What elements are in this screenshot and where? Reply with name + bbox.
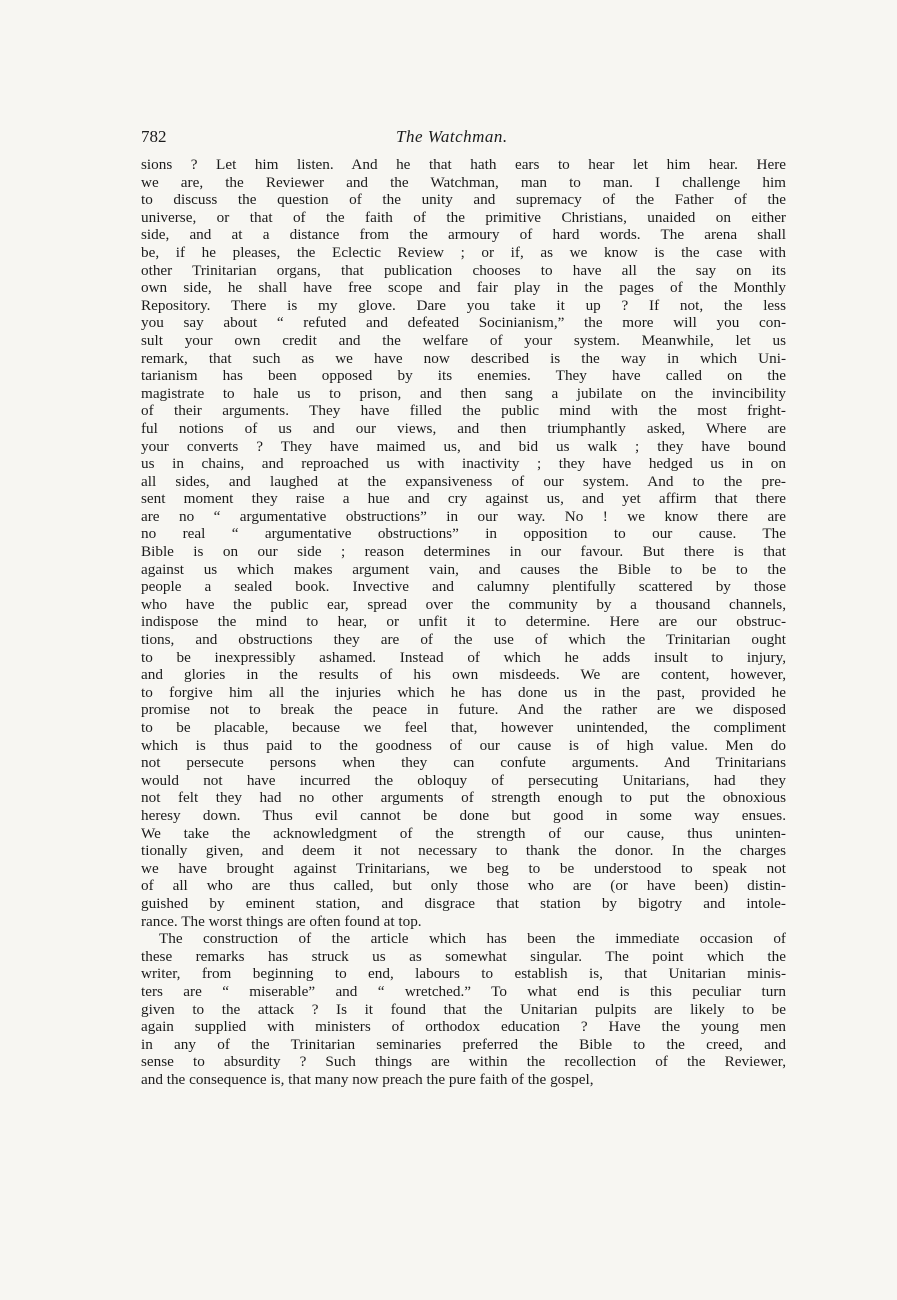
- text-line: of their arguments. They have filled the public mind with the most fright-: [141, 402, 786, 420]
- text-line: us in chains, and reproached us with inactivity ; they have hedged us in on: [141, 455, 786, 473]
- text-line: Repository. There is my glove. Dare you take it up ? If not, the less: [141, 296, 786, 314]
- running-head: The Watchman.: [396, 127, 508, 146]
- text-line: heresy down. Thus evil cannot be done but good in some way ensues.: [141, 806, 786, 824]
- text-line: given to the attack ? Is it found that the Unitarian pulpits are likely to be: [141, 1000, 786, 1018]
- text-line: of all who are thus called, but only those who are (or have been) distin-: [141, 877, 786, 895]
- text-line: we have brought against Trinitarians, we beg to be understood to speak not: [141, 859, 786, 877]
- text-line: sense to absurdity ? Such things are within the recollection of the Reviewer,: [141, 1053, 786, 1071]
- text-line: sent moment they raise a hue and cry against us, and yet affirm that there: [141, 490, 786, 508]
- text-line: to discuss the question of the unity and supremacy of the Father of the: [141, 191, 786, 209]
- text-line: would not have incurred the obloquy of persecuting Unitarians, had they: [141, 771, 786, 789]
- text-line: ful notions of us and our views, and then triumphantly asked, Where are: [141, 419, 786, 437]
- text-line: promise not to break the peace in future. And the rather are we disposed: [141, 701, 786, 719]
- text-line: and glories in the results of his own misdeeds. We are content, however,: [141, 666, 786, 684]
- text-line: to be inexpressibly ashamed. Instead of which he adds insult to injury,: [141, 648, 786, 666]
- text-line: these remarks has struck us as somewhat singular. The point which the: [141, 947, 786, 965]
- text-line: you say about “ refuted and defeated Socinianism,” the more will you con-: [141, 314, 786, 332]
- text-line: tions, and obstructions they are of the use of which the Trinitarian ought: [141, 631, 786, 649]
- text-line: tarianism has been opposed by its enemies. They have called on the: [141, 367, 786, 385]
- text-line: against us which makes argument vain, and causes the Bible to be to the: [141, 560, 786, 578]
- text-line: tionally given, and deem it not necessary to thank the donor. In the charges: [141, 842, 786, 860]
- text-line: sult your own credit and the welfare of your system. Meanwhile, let us: [141, 331, 786, 349]
- text-line: ters are “ miserable” and “ wretched.” To what end is this peculiar turn: [141, 982, 786, 1000]
- text-line: in any of the Trinitarian seminaries preferred the Bible to the creed, and: [141, 1035, 786, 1053]
- text-line: we are, the Reviewer and the Watchman, man to man. I challenge him: [141, 173, 786, 191]
- text-line: universe, or that of the faith of the primitive Christians, unaided on either: [141, 208, 786, 226]
- body-text: [141, 156, 786, 1088]
- text-line: again supplied with ministers of orthodox education ? Have the young men: [141, 1018, 786, 1036]
- text-line: remark, that such as we have now described is the way in which Uni-: [141, 349, 786, 367]
- text-line: not felt they had no other arguments of strength enough to put the obnoxious: [141, 789, 786, 807]
- text-line: are no “ argumentative obstructions” in our way. No ! we know there are: [141, 507, 786, 525]
- text-line: magistrate to hale us to prison, and then sang a jubilate on the invincibility: [141, 384, 786, 402]
- text-line: own side, he shall have free scope and fair play in the pages of the Monthly: [141, 279, 786, 297]
- text-line: to be placable, because we feel that, however unintended, the compliment: [141, 719, 786, 736]
- text-line: all sides, and laughed at the expansiveness of our system. And to the pre-: [141, 472, 786, 490]
- text-line: your converts ? They have maimed us, and bid us walk ; they have bound: [141, 437, 786, 455]
- text-line: no real “ argumentative obstructions” in opposition to our cause. The: [141, 525, 786, 543]
- text-line: people a sealed book. Invective and calumny plentifully scattered by those: [141, 578, 786, 596]
- text-line: other Trinitarian organs, that publication chooses to have all the say on its: [141, 261, 786, 279]
- text-line: Bible is on our side ; reason determines in our favour. But there is that: [141, 543, 786, 561]
- text-line: guished by eminent station, and disgrace that station by bigotry and intole-: [141, 894, 786, 912]
- text-line: side, and at a distance from the armoury of hard words. The arena shall: [141, 226, 786, 244]
- text-line: indispose the mind to hear, or unfit it to determine. Here are our obstruc-: [141, 613, 786, 631]
- text-line: and the consequence is, that many now preach the pure faith of the gospel,: [141, 1070, 594, 1088]
- text-line: who have the public ear, spread over the community by a thousand channels,: [141, 595, 786, 613]
- text-line: writer, from beginning to end, labours to establish is, that Unitarian minis-: [141, 965, 786, 983]
- text-line: which is thus paid to the goodness of our cause is of high value. Men do: [141, 736, 786, 754]
- text-line: not persecute persons when they can confute arguments. And Trinitarians: [141, 754, 786, 772]
- text-line: We take the acknowledgment of the strength of our cause, thus uninten-: [141, 824, 786, 842]
- page-header: [141, 127, 786, 153]
- text-line: sions ? Let him listen. And he that hath ears to hear let him hear. Here: [141, 156, 786, 173]
- text-line: rance. The worst things are often found at top.: [141, 912, 422, 930]
- text-line: The construction of the article which has been the immediate occasion of: [159, 930, 786, 948]
- page-number: 782: [141, 127, 167, 146]
- text-line: be, if he pleases, the Eclectic Review ; or if, as we know is the case with: [141, 243, 786, 261]
- text-line: to forgive him all the injuries which he has done us in the past, provided he: [141, 683, 786, 701]
